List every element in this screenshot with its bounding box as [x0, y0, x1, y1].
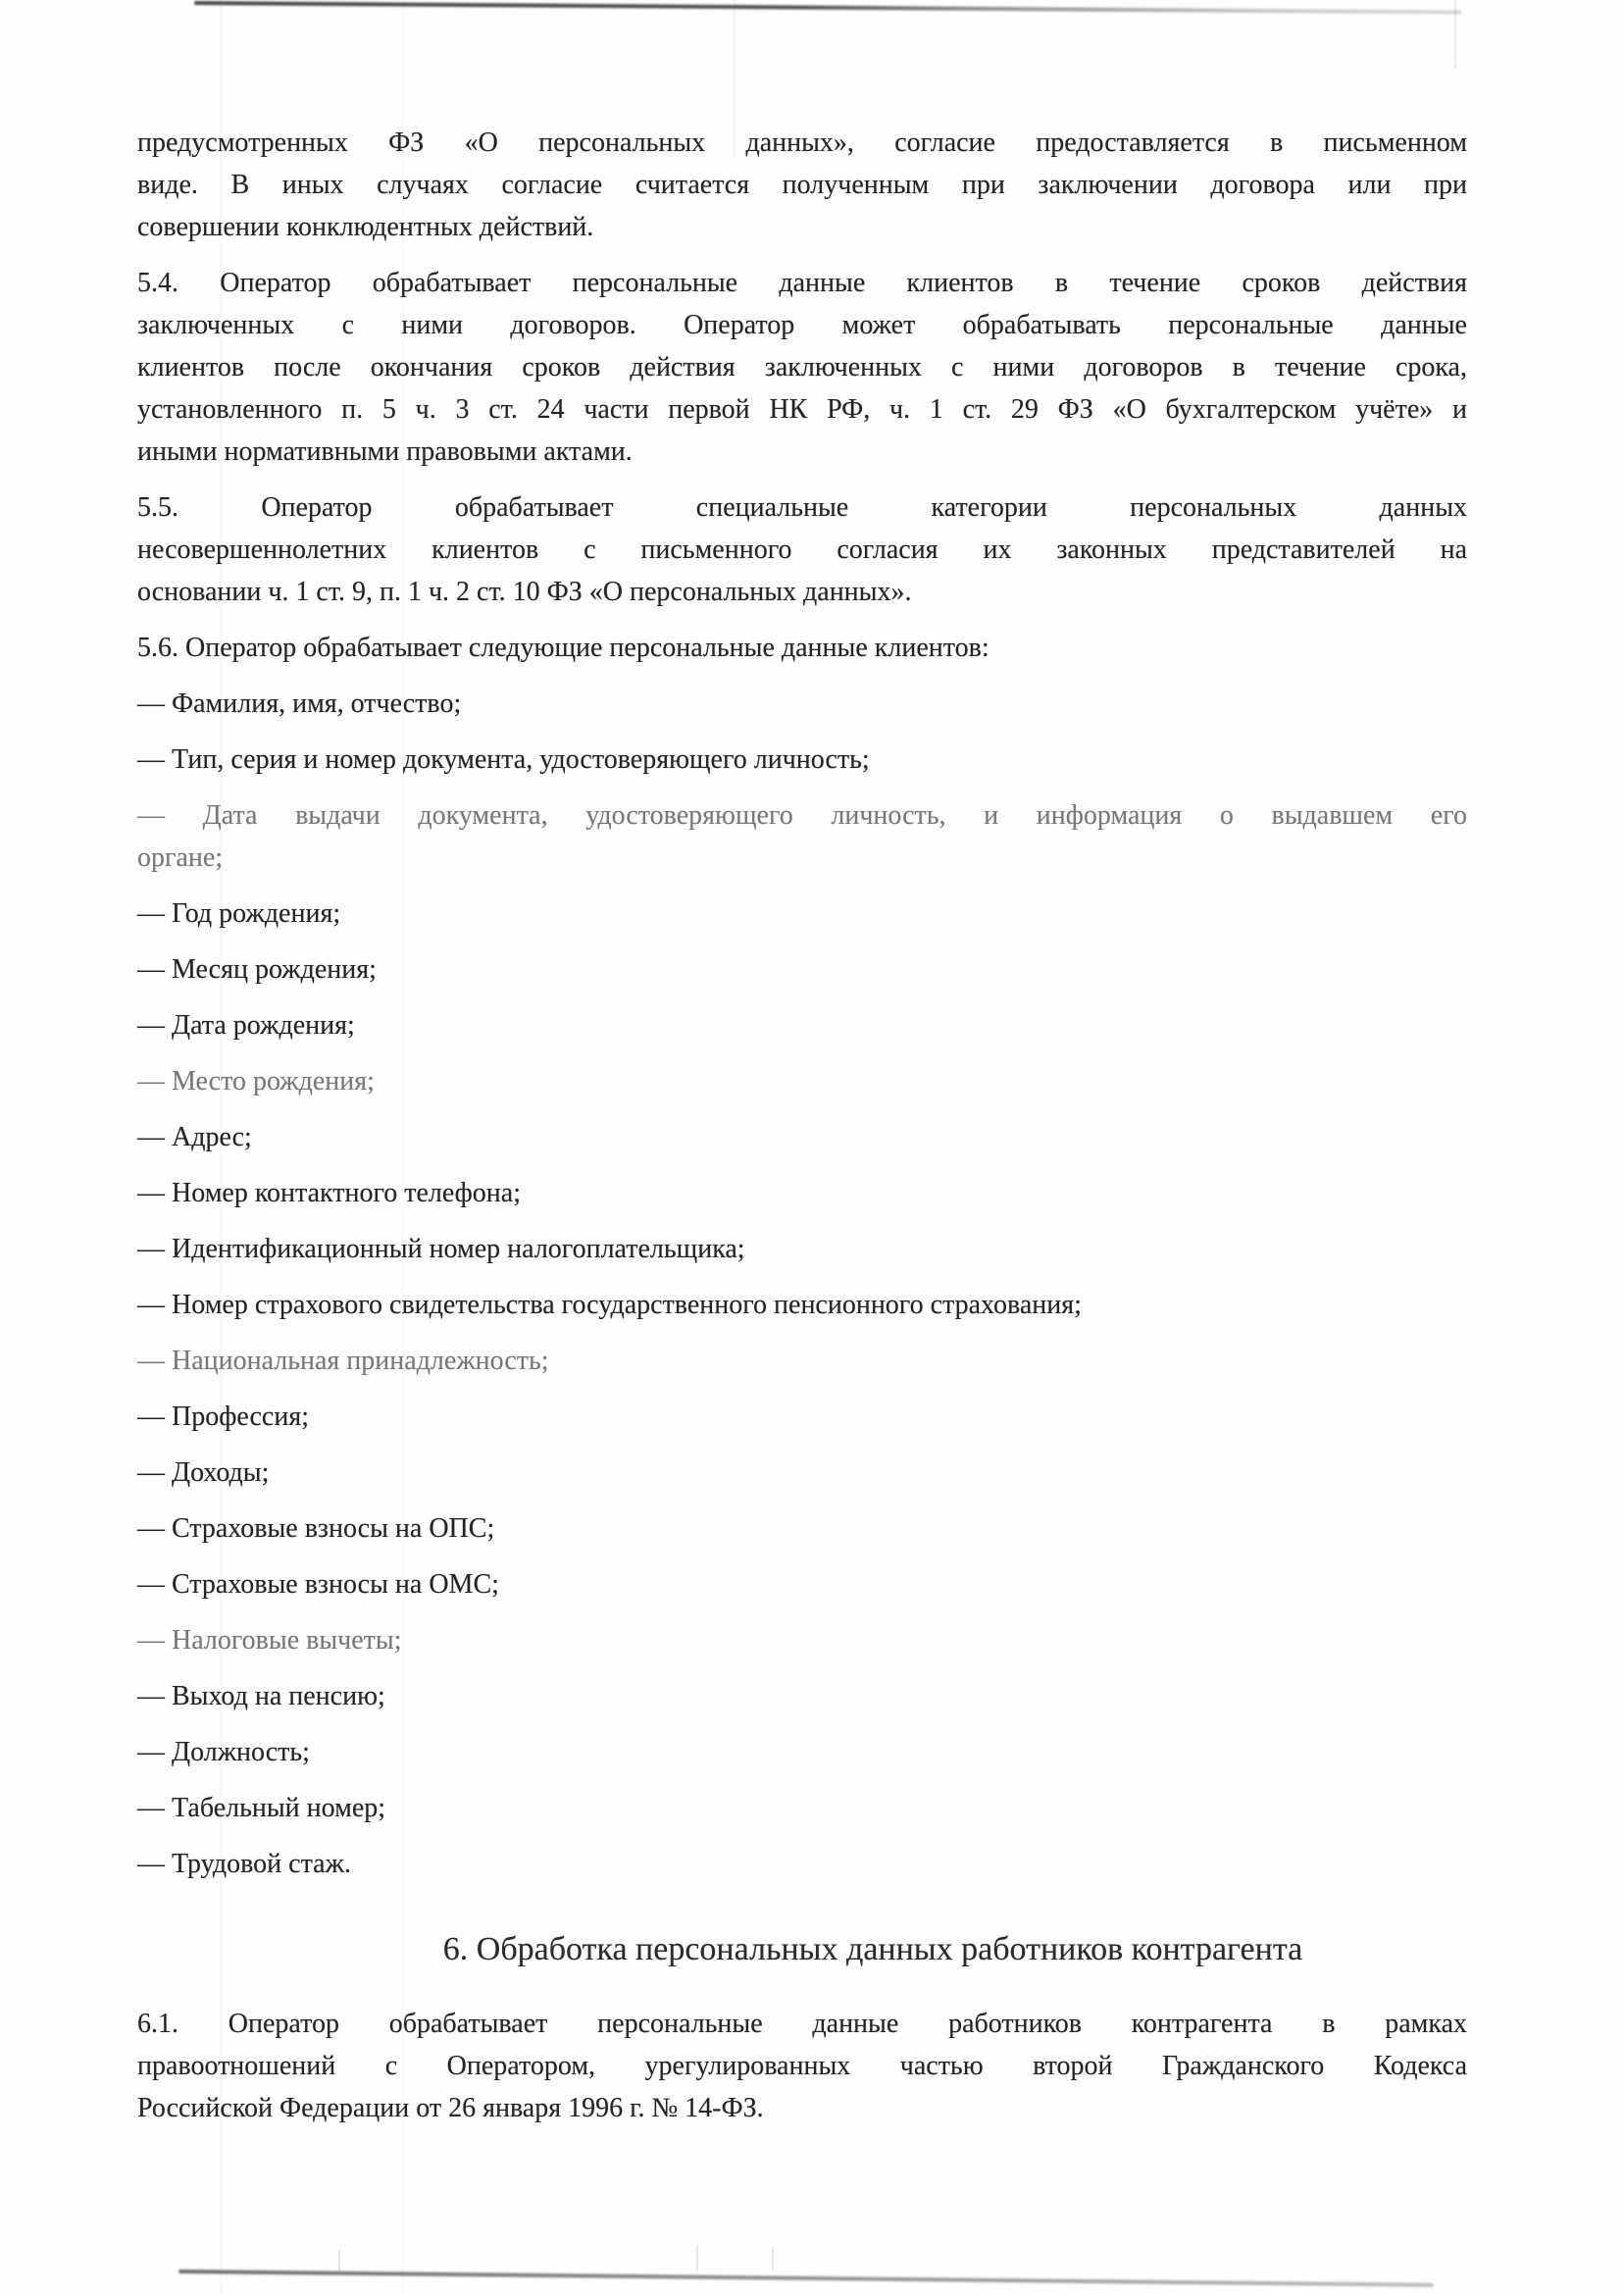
list-item	[137, 1619, 1467, 1661]
scan-edge-bottom	[178, 2269, 1434, 2287]
scan-edge-top	[194, 1, 1461, 14]
list-item	[137, 739, 1467, 781]
text-line: 5.4. Оператор обрабатывает персональные данные клиентов в течение сроков действия	[137, 268, 1467, 298]
text-line: — Национальная принадлежность;	[137, 1346, 549, 1376]
list-item	[137, 1060, 1467, 1102]
text-line: предусмотренных ФЗ «О персональных данных», согласие предоставляется в письменном	[137, 127, 1467, 158]
list-item	[137, 1507, 1467, 1550]
list-item	[137, 1675, 1467, 1717]
text-line: виде. В иных случаях согласие считается полученным при заключении договора или при	[137, 170, 1467, 200]
text-line: — Страховые взносы на ОМС;	[137, 1569, 499, 1600]
paper-crease	[1454, 0, 1456, 69]
text-line: — Доходы;	[137, 1457, 270, 1488]
text-line: 6.1. Оператор обрабатывает персональные данные работников контрагента в рамках	[137, 2009, 1467, 2039]
text-line: — Фамилия, имя, отчество;	[137, 688, 462, 719]
intro-paragraph	[137, 122, 1467, 248]
text-line: — Тип, серия и номер документа, удостоверяющего личность;	[137, 744, 870, 775]
scan-tick-mark	[338, 2250, 340, 2271]
clause-5-5	[137, 486, 1467, 613]
clause-5-4	[137, 262, 1467, 473]
list-item	[137, 1228, 1467, 1270]
text-line: совершении конклюдентных действий.	[137, 212, 594, 242]
text-line: — Адрес;	[137, 1122, 252, 1152]
list-item	[137, 1340, 1467, 1382]
text-line: — Дата выдачи документа, удостоверяющего личность, и информация о выдавшем его	[137, 800, 1467, 831]
text-line: — Номер страхового свидетельства государственного пенсионного страхования;	[137, 1290, 1082, 1320]
list-item	[137, 1452, 1467, 1494]
list-item	[137, 1004, 1467, 1046]
list-item	[137, 1116, 1467, 1158]
text-line: — Идентификационный номер налогоплательщика;	[137, 1234, 745, 1264]
text-line: иными нормативными правовыми актами.	[137, 436, 633, 467]
text-line: — Трудовой стаж.	[137, 1849, 351, 1879]
text-line: несовершеннолетних клиентов с письменного согласия их законных представителей на	[137, 535, 1467, 565]
text-line: Российской Федерации от 26 января 1996 г. № 14-ФЗ.	[137, 2093, 764, 2123]
list-item	[137, 1396, 1467, 1438]
scan-tick-mark	[696, 2245, 698, 2271]
text-line: — Номер контактного телефона;	[137, 1178, 521, 1208]
text-line: органе;	[137, 842, 224, 873]
text-line: — Налоговые вычеты;	[137, 1625, 402, 1656]
list-item	[137, 1731, 1467, 1773]
text-line: — Место рождения;	[137, 1066, 375, 1096]
list-item	[137, 892, 1467, 935]
list-item	[137, 948, 1467, 991]
text-line: основании ч. 1 ст. 9, п. 1 ч. 2 ст. 10 ФЗ «О персональных данных».	[137, 577, 912, 607]
text-line: заключенных с ними договоров. Оператор может обрабатывать персональные данные	[137, 310, 1467, 340]
section-6-heading	[208, 1928, 1538, 1971]
list-item	[137, 1843, 1467, 1885]
text-line: — Табельный номер;	[137, 1793, 386, 1823]
text-line: правоотношений с Оператором, урегулированных частью второй Гражданского Кодекса	[137, 2051, 1467, 2081]
text-line: — Месяц рождения;	[137, 954, 377, 985]
text-line: 5.5. Оператор обрабатывает специальные категории персональных данных	[137, 492, 1467, 523]
document-text	[137, 122, 1467, 2143]
text-line: — Профессия;	[137, 1402, 309, 1432]
list-item	[137, 1787, 1467, 1829]
text-line: клиентов после окончания сроков действия заключенных с ними договоров в течение срока,	[137, 352, 1467, 382]
text-line: 6. Обработка персональных данных работников контрагента	[442, 1931, 1303, 1967]
text-line: 5.6. Оператор обрабатывает следующие персональные данные клиентов:	[137, 633, 990, 663]
scan-tick-mark	[772, 2248, 774, 2270]
list-item	[137, 683, 1467, 725]
list-item	[137, 1563, 1467, 1606]
text-line: установленного п. 5 ч. 3 ст. 24 части первой НК РФ, ч. 1 ст. 29 ФЗ «О бухгалтерском учёте» и	[137, 394, 1467, 425]
clause-5-6	[137, 627, 1467, 669]
list-item	[137, 794, 1467, 879]
text-line: — Год рождения;	[137, 898, 341, 929]
text-line: — Дата рождения;	[137, 1010, 355, 1041]
clause-6-1	[137, 2003, 1467, 2129]
text-line: — Выход на пенсию;	[137, 1681, 385, 1711]
list-item	[137, 1284, 1467, 1326]
text-line: — Должность;	[137, 1737, 310, 1767]
text-line: — Страховые взносы на ОПС;	[137, 1513, 495, 1544]
list-item	[137, 1172, 1467, 1214]
